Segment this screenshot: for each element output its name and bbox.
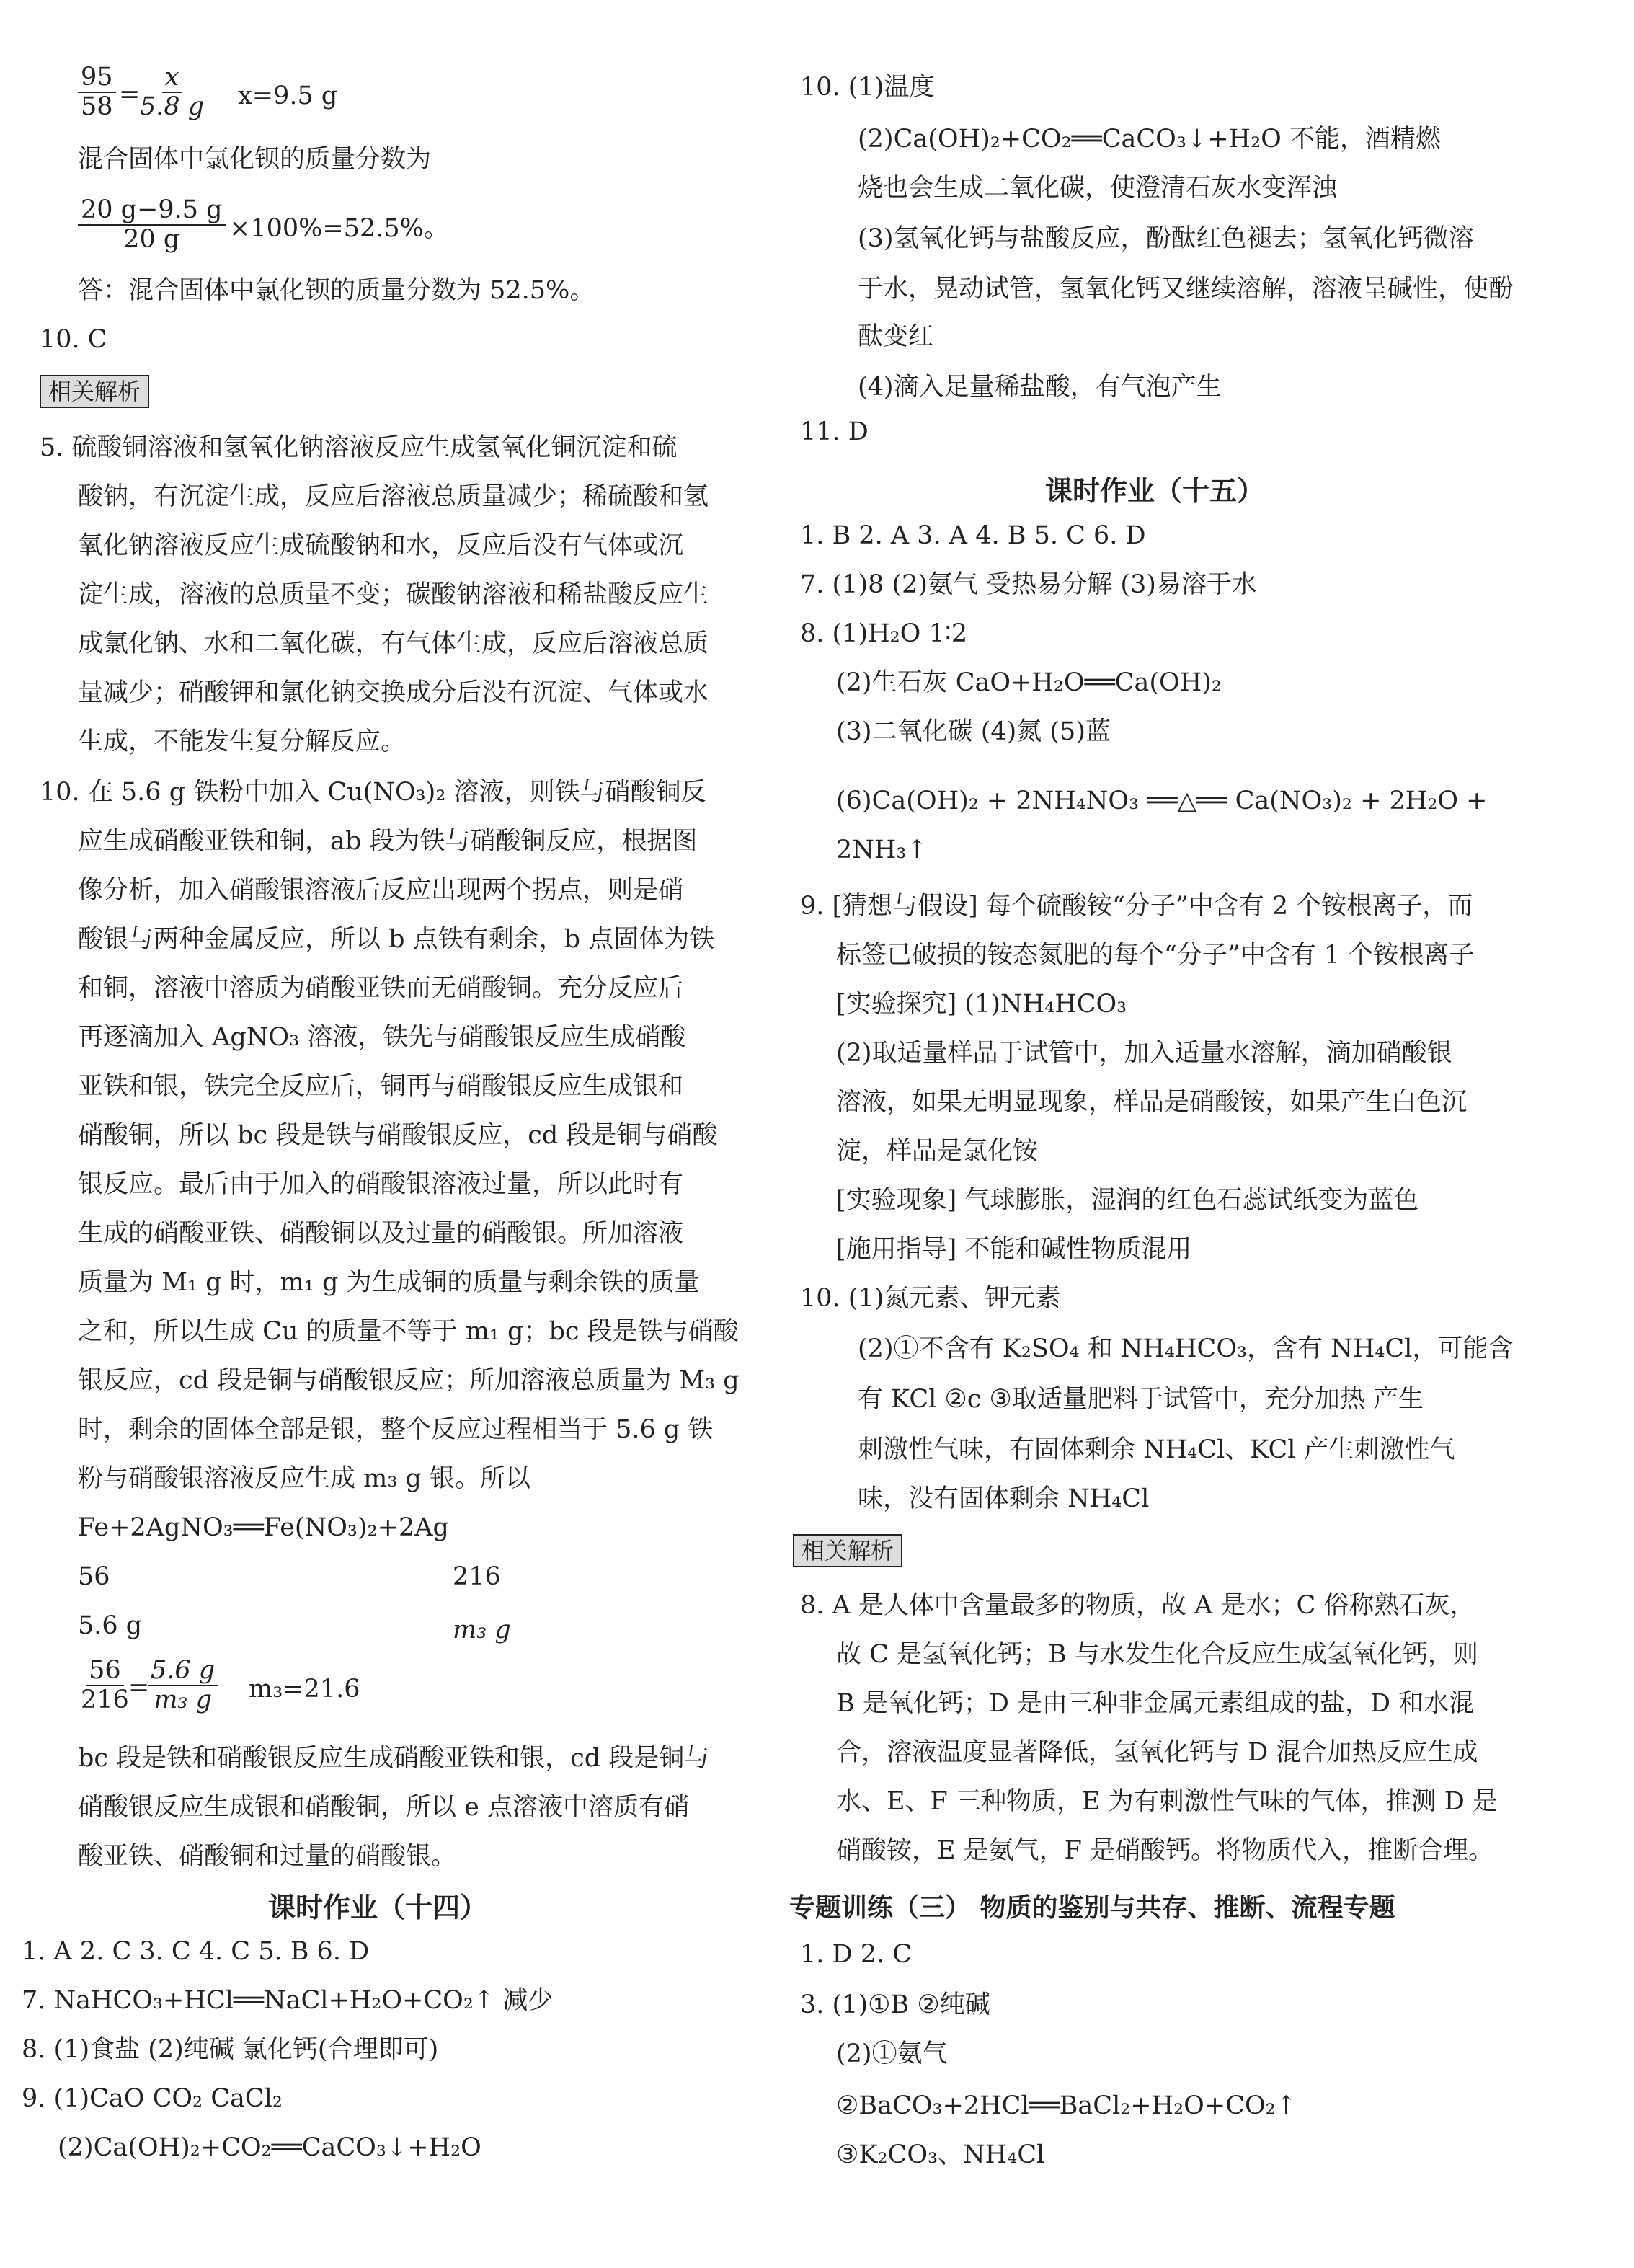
analysis-line: B 是氧化钙；D 是由三种非金属元素组成的盐，D 和水混 [836, 1689, 1475, 1718]
analysis-line: 水、E、F 三种物质，E 为有刺激性气味的气体，推测 D 是 [836, 1787, 1498, 1816]
fraction-5.6g-m3g: $\frac{5.6 g}{\text{m₃ g}}$ [148, 1657, 218, 1714]
answer-line: 10. (1)氮元素、钾元素 [800, 1284, 1061, 1313]
answer-line: 淀，样品是氯化铵 [836, 1137, 1039, 1166]
analysis-line: 像分析，加入硝酸银溶液后反应出现两个拐点，则是硝 [78, 876, 684, 905]
analysis-line: 硝酸铵，E 是氨气，F 是硝酸钙。将物质代入，推断合理。 [836, 1836, 1494, 1865]
analysis-line: 10. 在 5.6 g 铁粉中加入 Cu(NO₃)₂ 溶液，则铁与硝酸铜反 [40, 778, 706, 807]
calc-result: m₃=21.6 [249, 1675, 360, 1704]
answer-line: 刺激性气味，有固体剩余 NH₄Cl、KCl 产生刺激性气 [858, 1435, 1455, 1464]
fraction-mass: $\frac{20 g-9.5 g}{20 g}$ [78, 196, 226, 253]
equation-coef: 216 [453, 1562, 501, 1591]
answer-line: (2)生石灰 CaO+H₂O══Ca(OH)₂ [836, 668, 1222, 697]
analysis-line: 银反应。最后由于加入的硝酸银溶液过量，所以此时有 [78, 1170, 684, 1199]
answer-line: [实验现象] 气球膨胀，湿润的红色石蕊试纸变为蓝色 [836, 1186, 1419, 1215]
analysis-line: 生成的硝酸亚铁、硝酸铜以及过量的硝酸银。所加溶液 [78, 1219, 684, 1248]
section-heading: 课时作业（十五） [1045, 475, 1265, 507]
answer-line: 答：混合固体中氯化钡的质量分数为 52.5%。 [78, 276, 595, 305]
analysis-line: 成氯化钠、水和二氧化碳，有气体生成，反应后溶液总质 [78, 629, 709, 658]
answer-line: 10. (1)温度 [800, 73, 935, 102]
analysis-line: 时，剩余的固体全部是银，整个反应过程相当于 5.6 g 铁 [78, 1415, 714, 1444]
analysis-line: 酸银与两种金属反应，所以 b 点铁有剩余，b 点固体为铁 [78, 925, 715, 954]
answer-line: 味，没有固体剩余 NH₄Cl [858, 1484, 1150, 1513]
answer-line: (2)①氨气 [836, 2039, 948, 2068]
calc-tail: ×100%=52.5%。 [229, 214, 449, 243]
analysis-line: 酸亚铁、硝酸铜和过量的硝酸银。 [78, 1842, 457, 1871]
answer-line: ②BaCO₃+2HCl══BaCl₂+H₂O+CO₂↑ [836, 2091, 1297, 2120]
answer-line: (6)Ca(OH)₂ + 2NH₄NO₃ ══△══ Ca(NO₃)₂ + 2H₂O + [836, 787, 1488, 815]
answer-line: ③K₂CO₃、NH₄Cl [836, 2140, 1045, 2169]
analysis-line: 故 C 是氢氧化钙；B 与水发生化合反应生成氢氧化钙，则 [836, 1640, 1478, 1669]
analysis-line: 氧化钠溶液反应生成硫酸钠和水，反应后没有气体或沉 [78, 531, 684, 560]
analysis-line: 亚铁和银，铁完全反应后，铜再与硝酸银反应生成银和 [78, 1072, 684, 1101]
analysis-line: 再逐滴加入 AgNO₃ 溶液，铁先与硝酸银反应生成硝酸 [78, 1023, 686, 1052]
answer-line: (3)二氧化碳 (4)氮 (5)蓝 [836, 717, 1111, 746]
equation-mass: m₃ g [453, 1616, 511, 1644]
answer-line: 烧也会生成二氧化碳，使澄清石灰水变浑浊 [858, 174, 1338, 203]
analysis-line: 8. A 是人体中含量最多的物质，故 A 是水；C 俗称熟石灰， [800, 1591, 1475, 1620]
answer-line: 9. (1)CaO CO₂ CaCl₂ [22, 2084, 283, 2113]
section-heading: 专题训练（三） 物质的鉴别与共存、推断、流程专题 [789, 1893, 1395, 1923]
analysis-line: 粉与硝酸银溶液反应生成 m₃ g 银。所以 [78, 1464, 531, 1493]
analysis-line: 硝酸铜，所以 bc 段是铁与硝酸银反应，cd 段是铜与硝酸 [78, 1121, 718, 1150]
answer-line: 11. D [800, 417, 869, 446]
equation-line: Fe+2AgNO₃══Fe(NO₃)₂+2Ag [78, 1513, 449, 1542]
calc-result: x=9.5 g [238, 81, 338, 110]
analysis-line: 和铜，溶液中溶质为硝酸亚铁而无硝酸铜。充分反应后 [78, 974, 684, 1003]
answer-line: [实验探究] (1)NH₄HCO₃ [836, 990, 1127, 1019]
analysis-line: bc 段是铁和硝酸银反应生成硝酸亚铁和银，cd 段是铜与 [78, 1744, 710, 1773]
section-heading: 课时作业（十四） [268, 1892, 488, 1923]
analysis-line: 银反应，cd 段是铜与硝酸银反应；所加溶液总质量为 M₃ g [78, 1366, 740, 1395]
analysis-line: 硝酸银反应生成银和硝酸铜，所以 e 点溶液中溶质有硝 [78, 1793, 689, 1822]
answer-line: 7. NaHCO₃+HCl══NaCl+H₂O+CO₂↑ 减少 [22, 1986, 554, 2015]
fraction-56-216: $\frac{56}{216}$ [81, 1656, 129, 1714]
analysis-tag: 相关解析 [793, 1534, 902, 1567]
analysis-line: 合，溶液温度显著降低，氢氧化钙与 D 混合加热反应生成 [836, 1738, 1478, 1767]
answer-line: 7. (1)8 (2)氨气 受热易分解 (3)易溶于水 [800, 570, 1257, 599]
analysis-line: 淀生成，溶液的总质量不变；碳酸钠溶液和稀盐酸反应生 [78, 580, 709, 609]
answer-line: 1. A 2. C 3. C 4. C 5. B 6. D [22, 1937, 370, 1966]
fraction-95-58: $\frac{95}{58}$ [78, 63, 116, 120]
answer-line: 8. (1)H₂O 1∶2 [800, 619, 968, 648]
equals-sign: = [119, 80, 141, 109]
analysis-line: 质量为 M₁ g 时，m₁ g 为生成铜的质量与剩余铁的质量 [78, 1268, 700, 1297]
answer-line: (2)取适量样品于试管中，加入适量水溶解，滴加硝酸银 [836, 1039, 1452, 1068]
answer-line: 1. D 2. C [800, 1940, 913, 1969]
analysis-line: 5. 硫酸铜溶液和氢氧化钠溶液反应生成氢氧化铜沉淀和硫 [40, 433, 678, 462]
answer-line: (4)滴入足量稀盐酸，有气泡产生 [858, 373, 1222, 402]
fraction-x-5.8g: $\frac{x}{5.8 g}$ [140, 63, 205, 121]
answer-line: (2)Ca(OH)₂+CO₂══CaCO₃↓+H₂O 不能，酒精燃 [858, 125, 1441, 154]
equation-mass: 5.6 g [78, 1611, 143, 1640]
answer-line: (3)氢氧化钙与盐酸反应，酚酞红色褪去；氢氧化钙微溶 [858, 224, 1474, 253]
equation-coef: 56 [78, 1562, 110, 1591]
answer-line: 酞变红 [858, 322, 934, 351]
answer-line: 9. [猜想与假设] 每个硫酸铵“分子”中含有 2 个铵根离子，而 [800, 892, 1473, 921]
analysis-line: 应生成硝酸亚铁和铜，ab 段为铁与硝酸铜反应，根据图 [78, 827, 698, 856]
analysis-tag: 相关解析 [40, 375, 149, 408]
answer-line: 溶液，如果无明显现象，样品是硝酸铵，如果产生白色沉 [836, 1088, 1468, 1117]
answer-line: [施用指导] 不能和碱性物质混用 [836, 1235, 1192, 1264]
answer-line: 1. B 2. A 3. A 4. B 5. C 6. D [800, 521, 1146, 550]
answer-line: 2NH₃↑ [836, 836, 928, 864]
analysis-line: 量减少；硝酸钾和氯化钠交换成分后没有沉淀、气体或水 [78, 678, 709, 707]
equals-sign: = [128, 1673, 150, 1702]
answer-line: 8. (1)食盐 (2)纯碱 氯化钙(合理即可) [22, 2035, 439, 2064]
analysis-line: 酸钠，有沉淀生成，反应后溶液总质量减少；稀硫酸和氢 [78, 482, 709, 511]
answer-line: 有 KCl ②c ③取适量肥料于试管中，充分加热 产生 [858, 1385, 1424, 1414]
answer-line: 3. (1)①B ②纯碱 [800, 1990, 990, 2019]
answer-line: 标签已破损的铵态氮肥的每个“分子”中含有 1 个铵根离子 [836, 941, 1475, 970]
answer-line: 于水，晃动试管，氢氧化钙又继续溶解，溶液呈碱性，使酚 [858, 275, 1514, 304]
answer-line: (2)Ca(OH)₂+CO₂══CaCO₃↓+H₂O [58, 2133, 481, 2162]
text-line: 混合固体中氯化钡的质量分数为 [78, 145, 432, 174]
answer-line: (2)①不含有 K₂SO₄ 和 NH₄HCO₃，含有 NH₄Cl，可能含 [858, 1334, 1514, 1363]
analysis-line: 之和，所以生成 Cu 的质量不等于 m₁ g；bc 段是铁与硝酸 [78, 1317, 739, 1346]
answer-10: 10. C [40, 325, 107, 354]
analysis-line: 生成，不能发生复分解反应。 [78, 727, 407, 756]
